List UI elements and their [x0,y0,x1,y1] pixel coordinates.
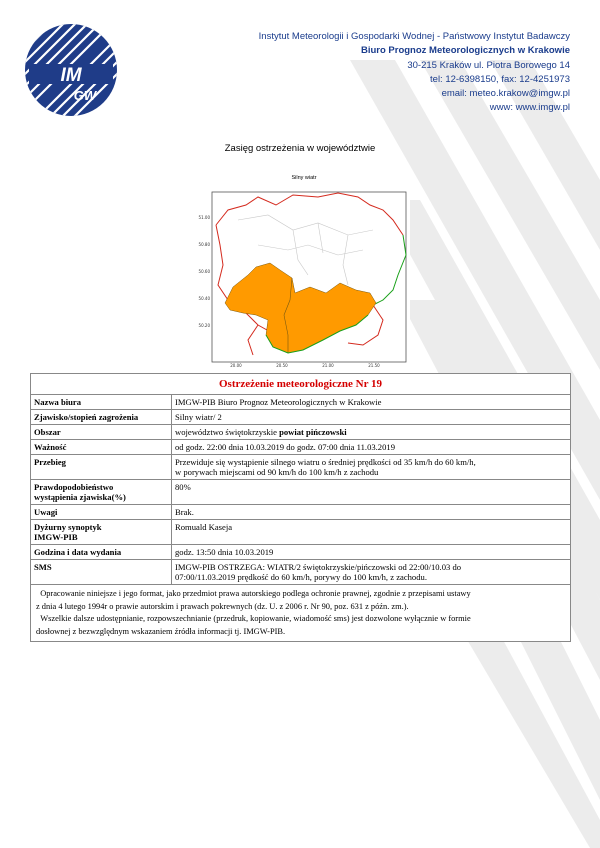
warning-heading: Ostrzeżenie meteorologiczne Nr 19 [31,374,571,395]
row-label: Nazwa biura [31,395,172,410]
row-label: SMS [31,560,172,585]
legal-line: z dnia 4 lutego 1994r o prawie autorskim i prawach pokrewnych (dz. U. z 2006 r. Nr 90, poz. 631 z późn. zm.). [36,601,409,611]
row-value-line: Przewiduje się wystąpienie silnego wiatru o średniej prędkości od 35 km/h do 60 km/h, [175,457,476,467]
row-label: Uwagi [31,505,172,520]
row-label: Ważność [31,440,172,455]
row-label: Przebieg [31,455,172,480]
row-label-line: wystąpienia zjawiska(%) [34,492,126,502]
legal-row [31,585,571,642]
row-value-line: 07:00/11.03.2019 prędkość do 60 km/h, porywy do 100 km/h, z zachodu. [175,572,427,582]
address: 30-215 Kraków ul. Piotra Borowego 14 [407,59,570,71]
table-row [31,480,571,505]
phone-fax: tel: 12-6398150, fax: 12-4251973 [430,73,570,85]
y-tick: 50.40 [198,296,210,301]
institute-header [259,30,570,116]
table-row [31,560,571,585]
row-label: Godzina i data wydania [31,545,172,560]
table-row [31,520,571,545]
y-tick: 50.80 [198,242,210,247]
row-value-line: IMGW-PIB OSTRZEGA: WIATR/2 świętokrzyskie/pińczowski od 22:00/10.03 do [175,562,462,572]
row-value: Silny wiatr/ 2 [172,410,571,425]
row-label: Zjawisko/stopień zagrożenia [31,410,172,425]
row-value-line: w porywach miejscami od 90 km/h do 100 km/h z zachodu [175,467,379,477]
y-tick: 51.00 [198,215,210,220]
legal-notice [31,585,571,642]
row-label-line: Prawdopodobieństwo [34,482,114,492]
table-row [31,455,571,480]
table-row [31,545,571,560]
row-label: Obszar [31,425,172,440]
map-title: Zasięg ostrzeżenia w województwie [224,143,376,154]
row-label-line: IMGW-PIB [34,532,78,542]
y-tick: 50.60 [198,269,210,274]
row-value: Brak. [172,505,571,520]
x-tick: 20.00 [230,363,242,368]
row-value: od godz. 22:00 dnia 10.03.2019 do godz. 07:00 dnia 11.03.2019 [172,440,571,455]
imgw-logo [23,22,119,118]
office-name: Biuro Prognoz Meteorologicznych w Krakowie [360,45,570,57]
table-row [31,395,571,410]
logo-text: IM [60,65,82,86]
x-tick: 20.50 [276,363,288,368]
x-tick: 21.50 [368,363,380,368]
x-tick: 21.00 [322,363,334,368]
row-label [31,480,172,505]
legal-line: dosłownej z bezwzględnym wskazaniem źródła informacji tj. IMGW-PIB. [36,626,286,636]
legal-line: Wszelkie dalsze udostępnianie, rozpowszechnianie (przedruk, kopiowanie, wiadomość sms) jest dozwolone wyłącznie w formie [40,614,471,623]
warning-table [30,373,571,642]
institute-name: Instytut Meteorologii i Gospodarki Wodnej - Państwowy Instytut Badawczy [258,31,570,42]
logo-text-bottom: GW [73,88,97,103]
table-row [31,505,571,520]
email: email: meteo.krakow@imgw.pl [441,88,570,100]
table-row [31,440,571,455]
area-plain: województwo świętokrzyskie [175,427,280,437]
row-label-line: Dyżurny synoptyk [34,522,102,532]
row-label [31,520,172,545]
row-value [172,425,571,440]
warning-map [198,175,410,371]
table-row [31,425,571,440]
row-value [172,455,571,480]
legal-line: Opracowanie niniejsze i jego format, jako przedmiot prawa autorskiego podlega ochronie prawnej, zgodnie z przepisami ustawy [40,589,471,598]
row-value: IMGW-PIB Biuro Prognoz Meteorologicznych w Krakowie [172,395,571,410]
y-tick: 50.20 [198,323,210,328]
row-value: Romuald Kaseja [172,520,571,545]
row-value [172,560,571,585]
row-value: godz. 13:50 dnia 10.03.2019 [172,545,571,560]
table-row [31,410,571,425]
area-bold: powiat pińczowski [279,427,347,437]
map-subtitle: Silny wiatr [291,175,317,181]
row-value: 80% [172,480,571,505]
website: www: www.imgw.pl [489,102,570,114]
